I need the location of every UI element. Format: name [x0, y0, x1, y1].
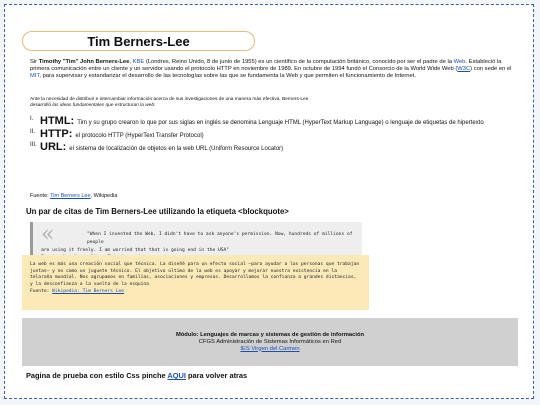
list-item	[30, 129, 514, 140]
source-rest: , Wikipedia	[90, 193, 118, 199]
list-description: Tim y su grupo crearon lo que por sus siglas en inglés se denomina Lenguaje HTML (HyperText Markup Language) o lenguaje de etiquetas de hipertexto	[77, 120, 484, 126]
blockquote-2	[22, 255, 369, 310]
list-numeral: I.	[30, 116, 34, 122]
source-label: Fuente:	[30, 193, 51, 199]
list-numeral: II.	[30, 129, 36, 135]
intro-text: , para supervisar y estandarizar el desarrollo de las tecnologías sobre las que se fundamenta la Web y que permiten el funcionamiento de Internet.	[39, 73, 416, 80]
ideas-list	[30, 116, 514, 155]
list-item	[30, 142, 514, 153]
list-term: HTTP:	[40, 128, 73, 140]
bottom-note	[26, 371, 247, 380]
page-title-text: Tim Berners-Lee	[87, 33, 190, 49]
bottom-text: para volver atras	[185, 371, 248, 380]
intro-text: (Londres, Reino Unido, 8 de junio de 1955) es un científico de la computación británico, conocido por ser el padre de la	[144, 59, 454, 65]
quote-source-link[interactable]: Wikipedia: Tim Berners Lee	[52, 288, 125, 294]
footer-course: CFGS Administración de Sistemas Informáticos en Red	[198, 338, 342, 345]
quote-text: La web es más una creación social que técnica. La diseñé para un efecto social —para ayudar a las personas que trabajan juntas— y no como un juguete técnico. El objetivo último de la web es apoyar y mejorar nuestra existencia en la telaraña mundial. Nos agrupamos en familias, asociaciones y empresas. Desarrollamos la confianza a grandes distancias, y la desconfianza a la vuelta de la esquina	[30, 262, 360, 288]
list-term: URL:	[40, 141, 67, 153]
kbe-link[interactable]: KBE	[132, 59, 145, 65]
list-term: HTML:	[40, 115, 75, 127]
intro-paragraph-2	[30, 97, 330, 109]
quote-line: "When I invented the Web, I didn't have to ask anyone's permission. Now, hundreds of millions of people	[87, 232, 353, 245]
intro-text: ) con sede en el	[470, 66, 512, 73]
list-item	[30, 116, 514, 127]
intro2-text: :	[154, 103, 156, 109]
intro-text: ,	[129, 59, 133, 65]
intro-text: . Estableció la primera comunicación entre un cliente y un servidor usando el protocolo HTTP en noviembre de 1989. En octubre de 1994 fundó el Consorcio de la World Wide Web (	[30, 59, 502, 73]
list-numeral: III.	[30, 142, 37, 148]
web-link[interactable]: Web	[453, 59, 466, 65]
list-description: el sistema de localización de objetos en la web URL (Uniform Resource Locator)	[69, 146, 284, 152]
quotes-heading: Un par de citas de Tim Berners-Lee utilizando la etiqueta <blockquote>	[26, 207, 289, 216]
page-title	[22, 31, 255, 51]
footer-school-link[interactable]: IES Virgen del Carmen	[240, 345, 300, 352]
back-link[interactable]: AQUI	[167, 371, 186, 380]
quote-mark-icon: «	[41, 222, 55, 247]
list-description: el protocolo HTTP (HyperText Transfer Protocol)	[75, 133, 204, 139]
quote-source-label: Fuente:	[30, 288, 53, 294]
w3c-link[interactable]: W3C	[457, 66, 471, 73]
intro2-emphasis: las ideas fundamentales que estructuran la web	[52, 103, 155, 109]
footer-module: Módulo: Lenguajes de marcas y sistemas de gestión de información	[175, 331, 365, 338]
mit-link[interactable]: MIT	[30, 73, 40, 80]
intro-name: Timothy "Tim" John Berners-Lee	[38, 59, 130, 65]
intro2-text: Ante la necesidad de distribuir e intercambiar información acerca de sus investigaciones de una manera más efectiva, Berners-Lee desarrolló	[30, 97, 309, 109]
footer	[22, 318, 518, 366]
quote-line: are using it freely. I am worried that that is going end in the USA"	[41, 247, 230, 253]
bottom-text: Pagina de prueba con estilo Css pinche	[26, 371, 168, 380]
intro-paragraph	[30, 59, 514, 80]
source-link[interactable]: Tim Berners Lee	[50, 193, 91, 199]
intro-text: Sir	[30, 59, 39, 65]
source-line	[30, 193, 117, 199]
